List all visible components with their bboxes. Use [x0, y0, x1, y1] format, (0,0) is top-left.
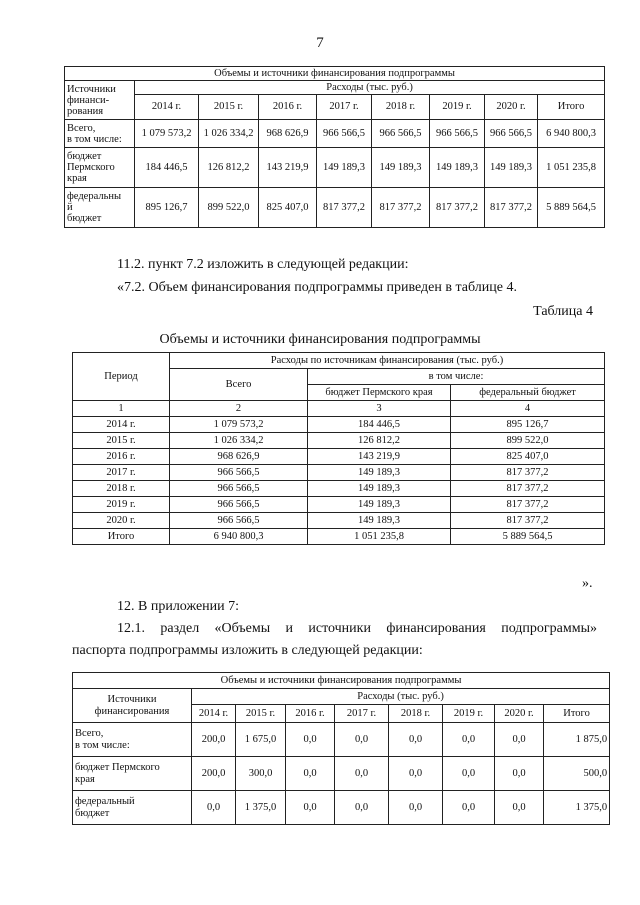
table1-cell: 817 377,2 [485, 188, 538, 228]
table1-cell: 149 189,3 [430, 148, 485, 188]
table1-year-header: 2017 г. [317, 95, 372, 120]
table2-cell: 200,0 [192, 757, 236, 791]
table4-federal-cell: 895 126,7 [451, 417, 605, 433]
table-row [73, 465, 605, 481]
funding-table-2 [72, 672, 610, 825]
table2-cell: 200,0 [192, 723, 236, 757]
table2-cell: 0,0 [286, 723, 335, 757]
table4-total-cell: 968 626,9 [170, 449, 308, 465]
table2-cell: 0,0 [495, 723, 544, 757]
table1-year-header: 2019 г. [430, 95, 485, 120]
table2-cell: 1 375,0 [236, 791, 286, 825]
table2-cell: 1 875,0 [544, 723, 610, 757]
table2-year-header: 2014 г. [192, 705, 236, 723]
table4-total-cell: 1 026 334,2 [170, 433, 308, 449]
table1-cell: 966 566,5 [430, 120, 485, 148]
table4-federal-cell: 5 889 564,5 [451, 529, 605, 545]
table-row [65, 120, 605, 148]
table2-cell: 1 675,0 [236, 723, 286, 757]
table-row [65, 188, 605, 228]
table4-federal-cell: 899 522,0 [451, 433, 605, 449]
table2-expenses-header: Расходы (тыс. руб.) [192, 689, 610, 705]
table-row [73, 433, 605, 449]
table4-period-cell: 2017 г. [73, 465, 170, 481]
table4-column-number: 3 [308, 401, 451, 417]
table4-period-cell: 2019 г. [73, 497, 170, 513]
table2-caption: Объемы и источники финансирования подпрограммы [73, 673, 610, 689]
table-row [73, 481, 605, 497]
table1-cell: 149 189,3 [317, 148, 372, 188]
table4-column-number: 2 [170, 401, 308, 417]
table4-column-number: 4 [451, 401, 605, 417]
table4-label: Таблица 4 [533, 304, 593, 319]
table2-cell: 0,0 [192, 791, 236, 825]
table4-total-cell: 1 079 573,2 [170, 417, 308, 433]
paragraph-11-2: 11.2. пункт 7.2 изложить в следующей редакции: [117, 257, 409, 272]
table2-year-header: 2016 г. [286, 705, 335, 723]
table4-federal-cell: 817 377,2 [451, 497, 605, 513]
table1-caption: Объемы и источники финансирования подпрограммы [65, 67, 605, 81]
table1-cell: 126 812,2 [199, 148, 259, 188]
table4-period-cell: 2014 г. [73, 417, 170, 433]
table2-year-header: 2020 г. [495, 705, 544, 723]
table2-cell: 0,0 [389, 791, 443, 825]
table1-cell: 899 522,0 [199, 188, 259, 228]
table4-perm-header: бюджет Пермского края [308, 385, 451, 401]
table4-perm-cell: 149 189,3 [308, 513, 451, 529]
page-number: 7 [316, 35, 324, 51]
table4-perm-cell: 126 812,2 [308, 433, 451, 449]
table1-cell: 817 377,2 [372, 188, 430, 228]
table1-cell: 966 566,5 [317, 120, 372, 148]
table4-perm-cell: 1 051 235,8 [308, 529, 451, 545]
table4-federal-cell: 817 377,2 [451, 481, 605, 497]
table1-year-header: 2015 г. [199, 95, 259, 120]
table2-cell: 0,0 [335, 791, 389, 825]
table4-period-cell: Итого [73, 529, 170, 545]
table1-cell: 968 626,9 [259, 120, 317, 148]
paragraph-12: 12. В приложении 7: [117, 599, 240, 614]
table4-total-cell: 966 566,5 [170, 465, 308, 481]
table4-total-cell: 966 566,5 [170, 513, 308, 529]
paragraph-12-1-line2: паспорта подпрограммы изложить в следующей редакции: [72, 643, 423, 658]
table1-cell: 1 051 235,8 [538, 148, 605, 188]
table2-cell: 0,0 [389, 723, 443, 757]
table-row [73, 757, 610, 791]
table2-row-label: федеральный бюджет [73, 791, 192, 825]
table-row [73, 529, 605, 545]
table2-cell: 0,0 [495, 791, 544, 825]
table2-cell: 0,0 [443, 757, 495, 791]
table4-federal-header: федеральный бюджет [451, 385, 605, 401]
table1-year-header: 2014 г. [135, 95, 199, 120]
table1-row-label: Всего, в том числе: [65, 120, 135, 148]
table-row [73, 791, 610, 825]
table1-cell: 895 126,7 [135, 188, 199, 228]
table1-cell: 5 889 564,5 [538, 188, 605, 228]
table1-cell: 149 189,3 [485, 148, 538, 188]
table4-period-cell: 2020 г. [73, 513, 170, 529]
table2-year-header: Итого [544, 705, 610, 723]
table4-perm-cell: 184 446,5 [308, 417, 451, 433]
table1-row-label: бюджет Пермского края [65, 148, 135, 188]
table4-perm-cell: 149 189,3 [308, 481, 451, 497]
table1-year-header: 2018 г. [372, 95, 430, 120]
table-row [73, 497, 605, 513]
closing-quote: ». [582, 576, 593, 591]
funding-table-4 [72, 352, 605, 545]
table2-year-header: 2015 г. [236, 705, 286, 723]
table1-cell: 966 566,5 [485, 120, 538, 148]
table-row [73, 417, 605, 433]
table1-year-header: 2016 г. [259, 95, 317, 120]
table2-cell: 0,0 [335, 723, 389, 757]
table1-cell: 184 446,5 [135, 148, 199, 188]
funding-table-1 [64, 66, 605, 228]
table2-cell: 1 375,0 [544, 791, 610, 825]
table1-cell: 143 219,9 [259, 148, 317, 188]
table2-row-label: Всего, в том числе: [73, 723, 192, 757]
table4-expenses-header: Расходы по источникам финансирования (тыс. руб.) [170, 353, 605, 369]
table2-cell: 0,0 [286, 757, 335, 791]
table-row [73, 723, 610, 757]
table2-year-header: 2018 г. [389, 705, 443, 723]
table2-row-label: бюджет Пермского края [73, 757, 192, 791]
table-row [65, 148, 605, 188]
table1-cell: 1 079 573,2 [135, 120, 199, 148]
table2-cell: 300,0 [236, 757, 286, 791]
table1-cell: 817 377,2 [430, 188, 485, 228]
table1-cell: 966 566,5 [372, 120, 430, 148]
table1-expenses-header: Расходы (тыс. руб.) [135, 81, 605, 95]
table4-perm-cell: 149 189,3 [308, 497, 451, 513]
table1-source-header: Источники финанси- рования [65, 81, 135, 120]
table1-year-header: Итого [538, 95, 605, 120]
table1-cell: 149 189,3 [372, 148, 430, 188]
table2-cell: 0,0 [286, 791, 335, 825]
table1-year-header: 2020 г. [485, 95, 538, 120]
table4-total-cell: 966 566,5 [170, 497, 308, 513]
table1-cell: 825 407,0 [259, 188, 317, 228]
table4-total-cell: 6 940 800,3 [170, 529, 308, 545]
table4-column-number: 1 [73, 401, 170, 417]
table1-cell: 6 940 800,3 [538, 120, 605, 148]
table2-source-header: Источники финансирования [73, 689, 192, 723]
table2-cell: 0,0 [495, 757, 544, 791]
table4-perm-cell: 149 189,3 [308, 465, 451, 481]
table4-period-header: Период [73, 353, 170, 401]
table4-period-cell: 2016 г. [73, 449, 170, 465]
table4-perm-cell: 143 219,9 [308, 449, 451, 465]
table2-cell: 0,0 [389, 757, 443, 791]
table4-federal-cell: 825 407,0 [451, 449, 605, 465]
table4-total-header: Всего [170, 369, 308, 401]
table4-period-cell: 2018 г. [73, 481, 170, 497]
table2-cell: 500,0 [544, 757, 610, 791]
table4-including-header: в том числе: [308, 369, 605, 385]
table2-cell: 0,0 [335, 757, 389, 791]
table-row [73, 449, 605, 465]
table2-cell: 0,0 [443, 723, 495, 757]
table2-cell: 0,0 [443, 791, 495, 825]
table4-federal-cell: 817 377,2 [451, 465, 605, 481]
table1-cell: 1 026 334,2 [199, 120, 259, 148]
table4-title: Объемы и источники финансирования подпрограммы [159, 332, 481, 347]
paragraph-12-1-line1: 12.1. раздел «Объемы и источники финансирования подпрограммы» [117, 621, 597, 636]
table1-row-label: федеральны й бюджет [65, 188, 135, 228]
paragraph-7-2: «7.2. Объем финансирования подпрограммы приведен в таблице 4. [117, 280, 517, 295]
table4-total-cell: 966 566,5 [170, 481, 308, 497]
table4-period-cell: 2015 г. [73, 433, 170, 449]
table2-year-header: 2017 г. [335, 705, 389, 723]
table2-year-header: 2019 г. [443, 705, 495, 723]
table1-cell: 817 377,2 [317, 188, 372, 228]
table-row [73, 513, 605, 529]
table4-federal-cell: 817 377,2 [451, 513, 605, 529]
